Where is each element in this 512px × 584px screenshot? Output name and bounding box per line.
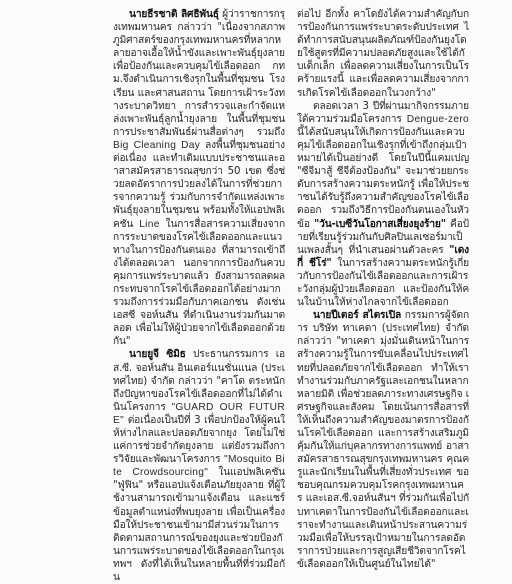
campaign-highlight-slogan: "วัน-เบซีวันโอกาสเสี่ยงยุงร้าย" xyxy=(313,218,446,230)
article-column-left xyxy=(113,8,285,584)
sc-johnson-quote-part-1: ประธานกรรมการ เอส.ซี. จอห์นสัน อินเตอร์แนชั่นแนล (ประเทศไทย) จำกัด กล่าวว่า "คาโด ตระหนักถึงปัญหาของโรคไข้เลือดออกที่ไม่ได้ดำเนินโครงการ xyxy=(113,349,285,413)
campaign-text-part-3: คือป้ายที่เรียนรู้ร่วมกันกับศิลปินเลเซอร์มาเป็นเพลงสั้นๆ ที่นำเสนอผ่านตัวละคร xyxy=(297,218,469,256)
governor-quote-part-2: ลงพื้นที่ชุมชนอย่างต่อเนื่อง และทำเดิมแบบประชาชนและอาสาสมัครสาธารณสุขกว่า 50 เขต ซึ่งช่วยลดอัตราการป่วยลงได้ในการที่ช่วยการจากความรู้ ร่วมกับการจำกัดแหล่งเพาะพันธุ์ยุงลายในชุมชน พร้อมทั้งให้แอปพลิเคชัน xyxy=(113,139,285,230)
takeda-quote: กรรมการผู้จัดการ บริษัท ทาเคดา (ประเทศไทย) จำกัด กล่าวว่า "ทาเคดา มุ่งมั่นเดินหน้าในการสร้างความรู้ในการขับเคลื่อนไปประเทศไทยที่ปลอดภัยจากไข้เลือดออก ทำให้เราทำงานร่วมกับภาครัฐและเอกชนในหลากหลายมิติ เพื่อช่วยลดภาระทางเศรษฐกิจ เศรษฐกิจและสังคม โดยเน้นการสื่อสารที่ให้เห็นถึงความสำคัญของมาตรการป้องกันโรคไข้เลือดออก และการสร้างเสริมภูมิคุ้มกันให้แก่บุคลากรทางการแพทย์ อาสาสมัครสาธารณสุขกรุงเทพมหานคร คุณครูและนักเรียนในพื้นที่เสี่ยงทั่วประเทศ ขอชอบคุณกรมควบคุมโรคกรุงเทพมหานคร และเอส.ซี.จอห์นสันฯ ที่ร่วมกันเพื่อไปกับทาเคดาในการป้องกันไข้เลือดออกและเราจะทำงานและเดินหน้าประสานความร่วมมือเพื่อให้บรรลุเป้าหมายในการลดอัตราการป่วยและการสูญเสียชีวิตจากโรคไข้เลือดออกให้เป็นศูนย์ในไทยได้" xyxy=(297,310,469,570)
project-name-guard-our-future: "GUARD OUR FUTURE" xyxy=(113,401,285,426)
sc-johnson-quote-part-3: ในแอปพลิเคชัน "ฟู่ฟิน" หรือแอปแจ้งเตือนภัยยุงลาย ที่ผู้ใช้งานสามารถเข้ามาแจ้งเตือน และแชร์ข้อมูลตำแหน่งที่พบยุงลาย เพื่อเป็นเครื่องมือให้ประชาชนเข้ามามีส่วนร่วมในการติดตามสถานการณ์ของยุงและช่วยป้องกันการแพร่ระบาดของไข้เลือดออกในกรุงเทพฯ ดังที่ได้เห็นในหลายพื้นที่ที่ร่วมมือกัน xyxy=(113,467,285,584)
campaign-name-dengue-zero: Dengue-zero xyxy=(406,113,469,125)
paragraph-governor xyxy=(113,8,285,348)
speaker-name-takeda: นายปีเตอร์ สไตรเปิล xyxy=(313,310,402,322)
governor-quote-part-3: ในการสื่อสารความเสี่ยงจากการระบาดของโรคไข้เลือดออกและแนวทางในการป้องกันตนเอง ที่สามารถเข้าถึงได้ตลอดเวลา นอกจากการป้องกันควบคุมการแพร่ระบาดแล้ว ยังสามารถลดผลกระทบจากโรคไข้เลือดออกได้อย่างมาก รวมถึงการร่วมมือกับภาคเอกชน ดังเช่น เอสซี จอห์นสัน ที่ดำเนินงานร่วมกันมาตลอด เพื่อไม่ให้ผู้ป่วยจากไข้เลือดออกด้วยกัน" xyxy=(113,218,285,348)
event-name-big-cleaning-day: Big Cleaning Day xyxy=(113,139,201,151)
project-name-mosquito-bite: "Mosquito Bite Crowdsourcing" xyxy=(113,454,285,479)
paragraph-campaign xyxy=(297,100,469,310)
paragraph-continuation xyxy=(297,8,469,100)
campaign-highlight-character: "เดงกี่ ชีโร่" xyxy=(297,244,469,269)
continuation-text: ต่อไป อีกทั้ง คาโดยังได้ความสำคัญกับการป้องกันการแพร่ระบาดระดับประเทศ ได้ทำการสนับสนุนผลิตภัณฑ์ป้องกันยุงโดยใช้สูตรที่มีความปลอดภัยสูงและใช้ได้กับเด็กเล็ก เพื่อลดความเสี่ยงในการเป็นโรคร้ายแรงนี้ และเพื่อลดความเสี่ยงจากการเกิดโรคไข้เลือดออกในวงกว้าง" xyxy=(297,9,469,99)
campaign-text-part-1: ตลอดเวลา 3 ปีที่ผ่านมากิจกรรมภายใต้ความร่วมมือโครงการ xyxy=(297,100,469,125)
paragraph-takeda xyxy=(297,309,469,571)
sc-johnson-quote-part-2: ต่อเนื่องเป็นปีที่ 3 เพื่อปกป้องให้ผู้คนให้ห่างไกลและปลอดภัยจากยุง โดยไม่ใช่แค่การช่วยจำกัดยุงลาย แต่ยังรวมถึงการวิจัยและพัฒนาโครงการ xyxy=(113,414,285,466)
app-name-line: Line xyxy=(139,218,160,230)
article-column-right xyxy=(297,8,469,571)
speaker-name-governor: นายธีรชาติ ลิศธิพันธุ์ xyxy=(129,9,219,20)
governor-quote-part-1: ผู้ว่าราชการกรุงเทพมหานคร กล่าวว่า "เนื่องจากสภาพภูมิศาสตร์ของกรุงเทพมหานครที่หลากหลายอาจเอื้อให้น้ำขังและเพาะพันธุ์ยุงลาย เพื่อป้องกันและควบคุมไข้เลือดออก กทม.จึงดำเนินการเชิงรุกในพื้นที่ชุมชน โรงเรียน และศาสนสถาน โดยการเฝ้าระวังทางระบาดวิทยา การสำรวจและกำจัดแหล่งเพาะพันธุ์ลูกน้ำยุงลาย ในพื้นที่ชุมชน การประชาสัมพันธ์ผ่านสื่อต่างๆ รวมถึง xyxy=(113,9,285,138)
campaign-text-part-4: ในการสร้างความตระหนักรู้เกี่ยวกับการป้องกันไข้เลือดออกและการเฝ้าระวังกลุ่มผู้ป่วยเลือดออก และป้องกันให้คนในบ้านให้ห่างไกลจากไข้เลือดออก xyxy=(297,257,469,309)
speaker-name-sc-johnson: นายยูจี ซิมิธ xyxy=(129,349,186,361)
paragraph-sc-johnson xyxy=(113,348,285,584)
campaign-text-part-2: นี้ได้สนับสนุนให้เกิดการป้องกันและควบคุมไข้เลือดออกในเชิงรุกที่เข้าถึงกลุ่มเป้าหมายได้เป็นอย่างดี โดยในปีนี้แคมเปญ "ซีจีมาสู้ ชีจีต้องป้องกัน" จะมาช่วยยกระดับการสร้างความตระหนักรู้ เพื่อให้ประชาชนได้รับรู้ถึงความสำคัญของโรคไข้เลือดออก รวมถึงวิธีการป้องกันตนเองในหัวข้อ xyxy=(297,126,469,230)
